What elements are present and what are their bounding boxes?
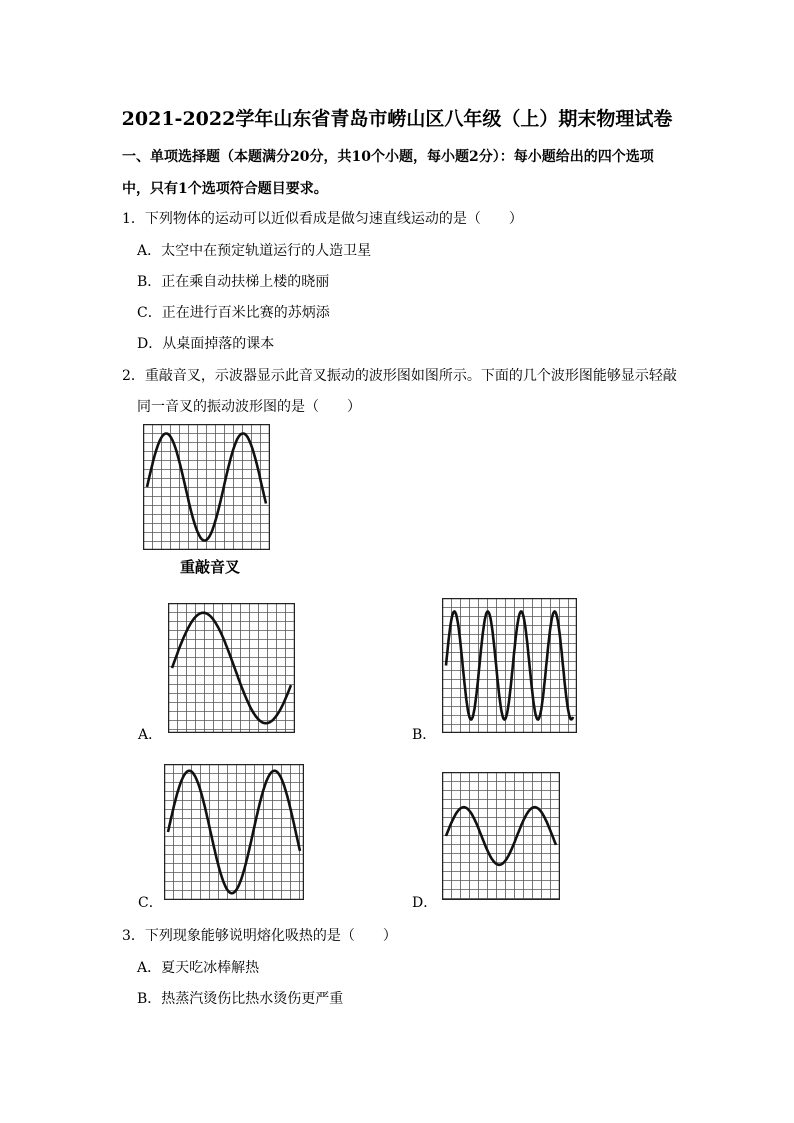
- option-a-label: A．: [138, 727, 163, 743]
- section-heading-line2: 中，只有1个选项符合题目要求。: [122, 181, 328, 197]
- question-1-option-d: D．从桌面掉落的课本: [137, 336, 275, 352]
- question-3-option-b: B．热蒸汽烫伤比热水烫伤更严重: [137, 991, 344, 1007]
- reference-waveform-figure: [143, 424, 270, 550]
- oscilloscope-grid: [442, 772, 560, 900]
- waveform-option-b: [442, 598, 577, 733]
- waveform-option-c: [164, 764, 304, 900]
- waveform-option-a: [168, 603, 295, 733]
- question-2-stem-line1: 2．重敲音叉，示波器显示此音叉振动的波形图如图所示。下面的几个波形图能够显示轻敲: [122, 368, 677, 384]
- option-c-label: C．: [138, 895, 163, 911]
- question-1-option-a: A．太空中在预定轨道运行的人造卫星: [137, 243, 372, 259]
- option-b-label: B．: [412, 727, 437, 743]
- option-d-label: D．: [412, 895, 438, 911]
- question-3-option-a: A．夏天吃冰棒解热: [137, 960, 260, 976]
- waveform-option-d: [442, 772, 560, 900]
- waveform-trace: [446, 807, 556, 865]
- reference-waveform-caption: 重敲音叉: [180, 558, 241, 576]
- page-title: 2021-2022学年山东省青岛市崂山区八年级（上）期末物理试卷: [121, 108, 673, 130]
- question-3-stem: 3．下列现象能够说明熔化吸热的是（ ）: [122, 928, 397, 944]
- question-1-stem: 1．下列物体的运动可以近似看成是做匀速直线运动的是（ ）: [122, 211, 523, 227]
- section-heading-line1: 一、单项选择题（本题满分20分，共10个小题，每小题2分）：每小题给出的四个选项: [122, 149, 654, 165]
- waveform-trace: [168, 771, 300, 893]
- question-2-stem-line2: 同一音叉的振动波形图的是（ ）: [137, 399, 361, 415]
- oscilloscope-grid: [168, 603, 295, 733]
- question-1-option-b: B．正在乘自动扶梯上楼的晓丽: [137, 274, 330, 290]
- question-1-option-c: C．正在进行百米比赛的苏炳添: [137, 305, 330, 321]
- waveform-trace: [446, 612, 573, 720]
